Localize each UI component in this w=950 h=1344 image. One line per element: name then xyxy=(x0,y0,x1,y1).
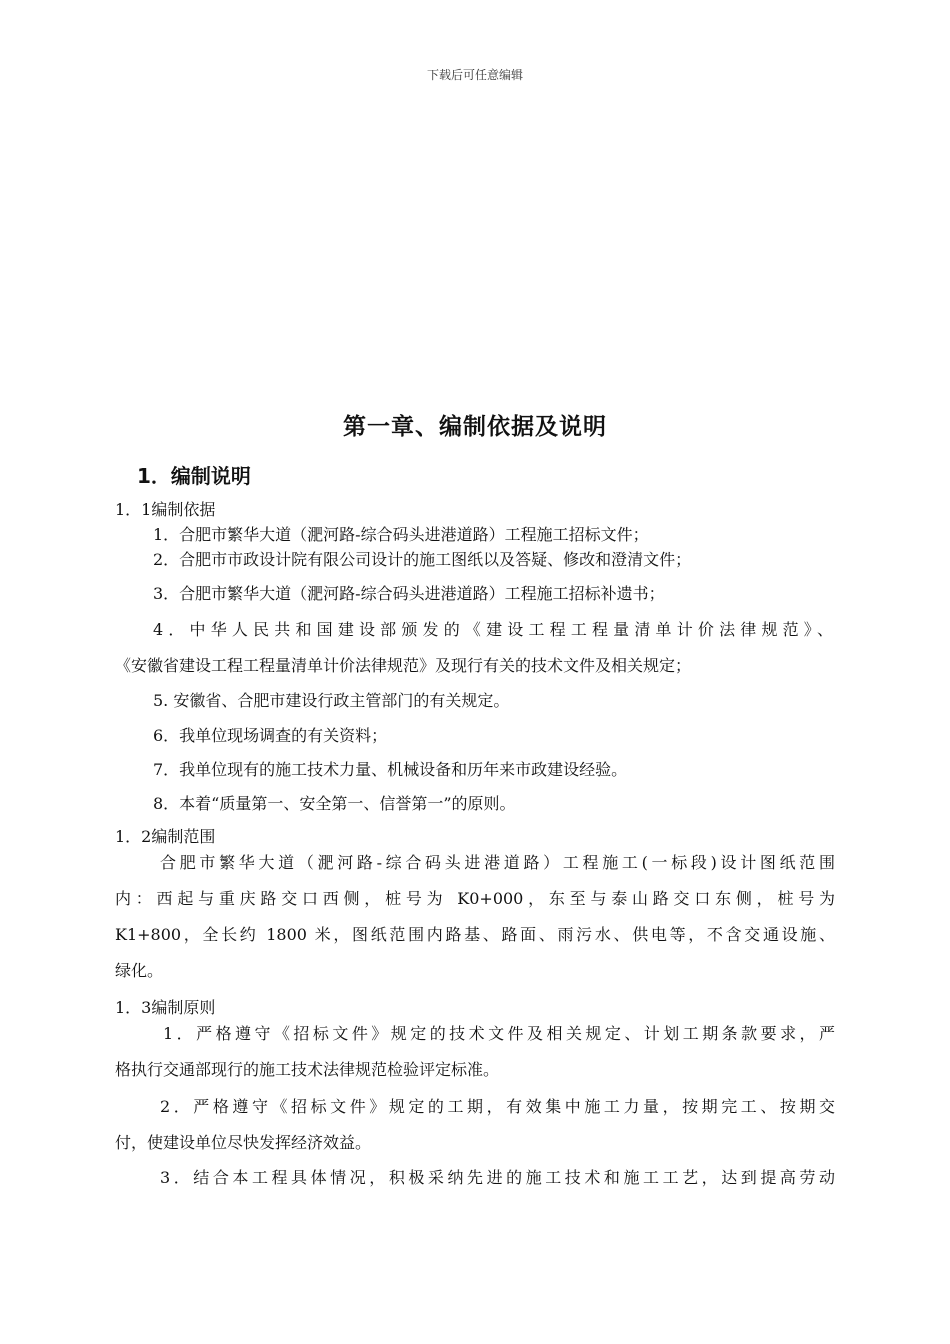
chapter-title: 第一章、编制依据及说明 xyxy=(343,414,607,440)
scope-line-3: K1+800，全长约 1800 米，图纸范围内路基、路面、雨污水、供电等，不含交通设施、 xyxy=(115,925,835,944)
scope-line-2: 内：西起与重庆路交口西侧，桩号为 K0+000，东至与泰山路交口东侧，桩号为 xyxy=(115,889,835,908)
basis-item-3: 3．合肥市繁华大道（淝河路-综合码头进港道路）工程施工招标补遗书； xyxy=(153,584,665,603)
basis-item-7: 7．我单位现有的施工技术力量、机械设备和历年来市政建设经验。 xyxy=(153,760,628,779)
principle-line-3: 2．严格遵守《招标文件》规定的工期，有效集中施工力量，按期完工、按期交 xyxy=(160,1097,835,1116)
basis-item-5: 5. 安徽省、合肥市建设行政主管部门的有关规定。 xyxy=(153,691,510,710)
principle-line-2: 格执行交通部现行的施工技术法律规范检验评定标准。 xyxy=(115,1060,500,1079)
scope-line-1: 合肥市繁华大道（淝河路-综合码头进港道路）工程施工(一标段)设计图纸范围 xyxy=(160,853,835,872)
principle-line-4: 付，使建设单位尽快发挥经济效益。 xyxy=(115,1133,372,1152)
scope-line-4: 绿化。 xyxy=(115,961,164,980)
principle-line-5: 3．结合本工程具体情况，积极采纳先进的施工技术和施工工艺，达到提高劳动 xyxy=(160,1168,835,1187)
basis-item-4: 4．中华人民共和国建设部颁发的《建设工程工程量清单计价法律规范》、 xyxy=(153,620,833,639)
subsection-heading-1-3: 1．3编制原则 xyxy=(115,998,216,1017)
section-title: 1．编制说明 xyxy=(137,464,251,488)
subsection-heading-1-1: 1．1编制依据 xyxy=(115,500,216,519)
header-note: 下载后可任意编辑 xyxy=(426,68,523,82)
basis-item-4-cont: 《安徽省建设工程工程量清单计价法律规范》及现行有关的技术文件及相关规定； xyxy=(115,656,692,675)
basis-item-2: 2．合肥市市政设计院有限公司设计的施工图纸以及答疑、修改和澄清文件； xyxy=(153,550,692,569)
basis-item-1: 1．合肥市繁华大道（淝河路-综合码头进港道路）工程施工招标文件； xyxy=(153,525,649,544)
subsection-heading-1-2: 1．2编制范围 xyxy=(115,827,216,846)
basis-item-6: 6．我单位现场调查的有关资料； xyxy=(153,726,388,745)
basis-item-8: 8．本着“质量第一、安全第一、信誉第一”的原则。 xyxy=(153,794,516,813)
principle-line-1: 1．严格遵守《招标文件》规定的技术文件及相关规定、计划工期条款要求，严 xyxy=(163,1024,835,1043)
